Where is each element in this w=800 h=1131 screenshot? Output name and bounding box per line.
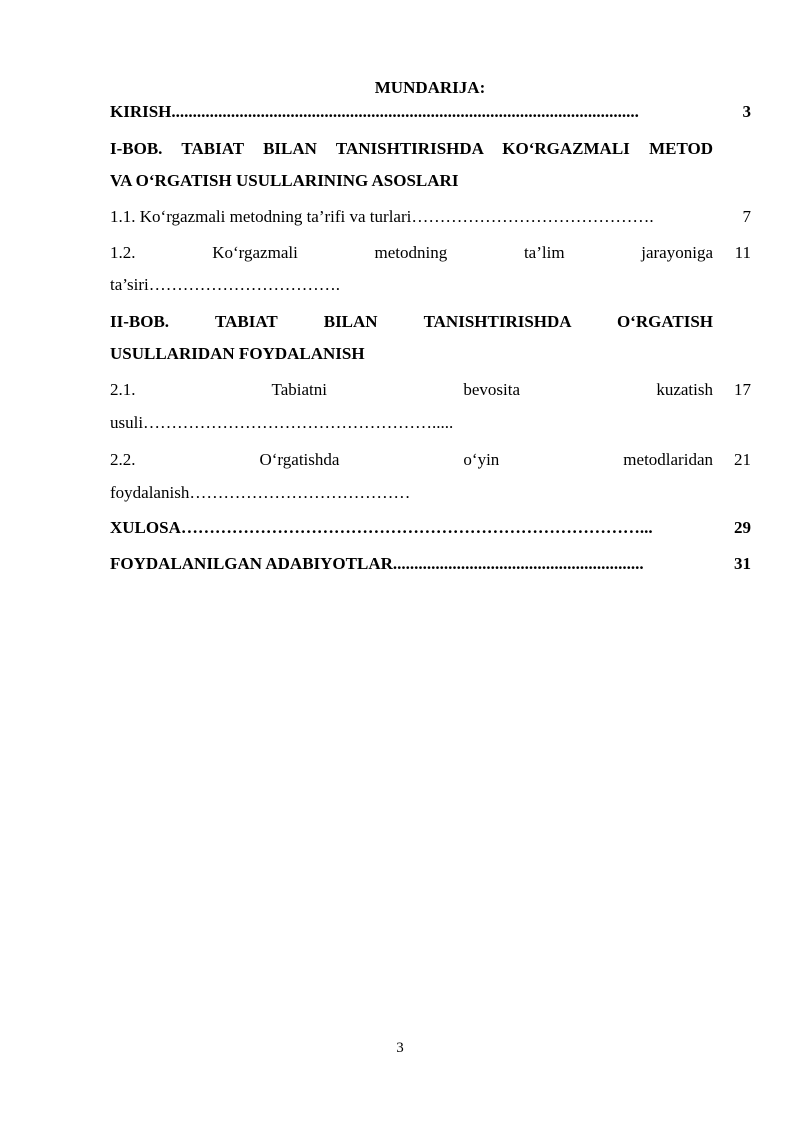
toc-entry-label: 1.2. Ko‘rgazmali metodning ta’lim jarayoniga: [110, 243, 713, 262]
toc-entry-page: 3: [742, 102, 751, 121]
toc-entry-label: USULLARIDAN FOYDALANISH: [110, 344, 365, 363]
toc-entry-label: 2.1. Tabiatni bevosita kuzatish: [110, 380, 713, 399]
toc-entry-label: foydalanish…………………………………: [110, 483, 411, 502]
toc-entry-page: 7: [742, 207, 751, 226]
toc-entry-label: XULOSA………………………………………………………………………...: [110, 518, 653, 537]
toc-entry-page: 21: [734, 450, 751, 469]
toc-entry-label: usuli…………………………………………….....: [110, 413, 454, 432]
toc-entry-label: KIRISH..............................................................................................................: [110, 102, 639, 121]
toc-entry-label: 2.2. O‘rgatishda o‘yin metodlaridan: [110, 450, 713, 469]
toc-entry-label: I-BOB. TABIAT BILAN TANISHTIRISHDA KO‘RGAZMALI METOD: [110, 139, 713, 158]
toc-entry-page: 11: [734, 243, 751, 262]
page-number: 3: [396, 1040, 404, 1056]
toc-entry-label: 1.1. Ko‘rgazmali metodning ta’rifi va turlari…………………………………….: [110, 207, 654, 226]
toc-entry-label: FOYDALANILGAN ADABIYOTLAR...........................................................: [110, 554, 644, 573]
toc-entry-page: 31: [734, 554, 751, 573]
toc-entry-page: 29: [734, 518, 751, 537]
toc-entry-page: 17: [734, 380, 751, 399]
toc-entry-label: ta’siri…………………………….: [110, 275, 340, 294]
toc-entry-label: VA O‘RGATISH USULLARINING ASOSLARI: [110, 171, 459, 190]
toc-entry-label: II-BOB. TABIAT BILAN TANISHTIRISHDA O‘RGATISH: [110, 312, 713, 331]
toc-heading: MUNDARIJA:: [374, 78, 486, 97]
